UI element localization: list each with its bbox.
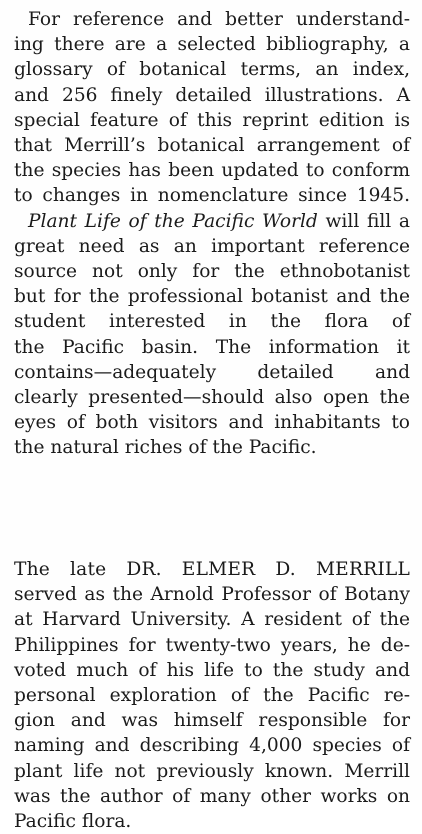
- text-line: contains—adequately detailed and: [14, 361, 410, 383]
- text-line: plant life not previously known. Merrill: [14, 760, 410, 782]
- text-line: at Harvard University. A resident of the: [14, 609, 410, 631]
- text-line: served as the Arnold Professor of Botany: [14, 584, 410, 606]
- text-line: Philippines for twenty-two years, he de-: [14, 634, 410, 656]
- text-line: gion and was himself responsible for: [14, 710, 410, 732]
- text-line: special feature of this reprint edition is: [14, 109, 410, 131]
- text-line: glossary of botanical terms, an index,: [14, 59, 410, 81]
- text-line: but for the professional botanist and the: [14, 286, 410, 308]
- text-line: great need as an important reference: [14, 235, 410, 257]
- text-line: to changes in nomenclature since 1945.: [14, 185, 410, 207]
- text-line: [14, 209, 410, 234]
- text-line: voted much of his life to the study and: [14, 659, 410, 681]
- text-line: ing there are a selected bibliography, a: [14, 34, 410, 56]
- text-line: naming and describing 4,000 species of: [14, 735, 410, 757]
- text-line: the species has been updated to conform: [14, 160, 410, 182]
- book-title: Plant Life of the Pacific World: [28, 210, 318, 232]
- text-line: that Merrill’s botanical arrangement of: [14, 135, 410, 157]
- text-line: eyes of both visitors and inhabitants to: [14, 412, 410, 434]
- text-line: clearly presented—should also open the: [14, 387, 410, 409]
- text-line: The late DR. ELMER D. MERRILL: [14, 559, 410, 580]
- description-text-block: [14, 7, 410, 461]
- text-line: and 256 finely detailed illustrations. A: [14, 84, 410, 106]
- text-line: source not only for the ethnobotanist: [14, 261, 410, 283]
- text-line: Pacific flora.: [14, 811, 132, 833]
- text-line: the natural riches of the Pacific.: [14, 437, 317, 459]
- author-bio-block: [14, 557, 410, 834]
- text-line: For reference and better understand-: [28, 9, 410, 30]
- text-line: personal exploration of the Pacific re-: [14, 685, 410, 707]
- text-line: the Pacific basin. The information it: [14, 336, 410, 358]
- text-line: was the author of many other works on: [14, 785, 410, 807]
- text-fragment: will fill a: [317, 210, 411, 232]
- text-line: student interested in the flora of: [14, 311, 410, 333]
